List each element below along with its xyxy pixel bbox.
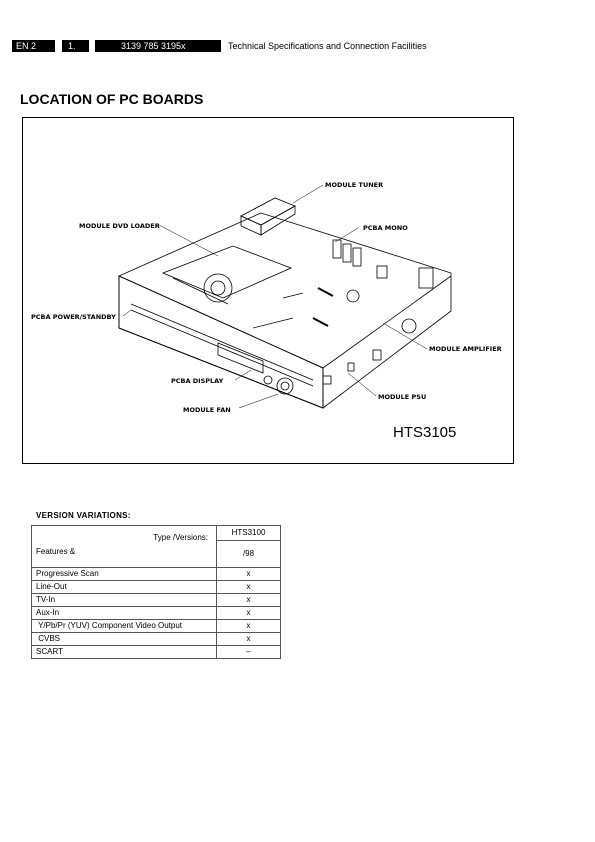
label-module-psu: MODULE PSU	[378, 393, 427, 401]
feature-cell: SCART	[32, 646, 217, 659]
section-title: LOCATION OF PC BOARDS	[20, 91, 204, 107]
label-module-fan: MODULE FAN	[183, 406, 231, 414]
feature-cell: Progressive Scan	[32, 568, 217, 581]
table-row	[32, 607, 281, 620]
value-cell: –	[217, 646, 281, 659]
header-lang-code: EN 2	[12, 40, 55, 52]
table-row	[32, 594, 281, 607]
feature-cell: Y/Pb/Pr (YUV) Component Video Output	[32, 620, 217, 633]
region-header: /98	[217, 541, 281, 568]
value-cell: x	[217, 568, 281, 581]
feature-cell: Aux-In	[32, 607, 217, 620]
table-row	[32, 620, 281, 633]
table-row	[32, 568, 281, 581]
label-pcba-mono: PCBA MONO	[363, 224, 408, 232]
label-pcba-display: PCBA DISPLAY	[171, 377, 224, 385]
table-row	[32, 581, 281, 594]
feature-cell: TV-In	[32, 594, 217, 607]
device-drawing	[23, 118, 515, 465]
features-label: Features &	[36, 547, 76, 556]
header-doc-number: 3139 785 3195x	[95, 40, 221, 52]
header-title: Technical Specifications and Connection Facilities	[228, 41, 427, 51]
model-header: HTS3100	[217, 526, 281, 541]
version-variations-table	[31, 525, 281, 659]
table-row	[32, 646, 281, 659]
value-cell: x	[217, 633, 281, 646]
value-cell: x	[217, 607, 281, 620]
model-label: HTS3105	[393, 424, 457, 441]
label-module-tuner: MODULE TUNER	[325, 181, 384, 189]
table-row	[32, 633, 281, 646]
value-cell: x	[217, 581, 281, 594]
pcb-location-diagram	[22, 117, 514, 464]
version-variations-title: VERSION VARIATIONS:	[36, 511, 131, 520]
header-chapter: 1.	[62, 40, 89, 52]
header-cell-features	[32, 526, 217, 568]
label-pcba-power-standby: PCBA POWER/STANDBY	[31, 313, 116, 321]
feature-cell: CVBS	[32, 633, 217, 646]
value-cell: x	[217, 620, 281, 633]
label-module-dvd-loader: MODULE DVD LOADER	[79, 222, 160, 230]
value-cell: x	[217, 594, 281, 607]
label-module-amplifier: MODULE AMPLIFIER	[429, 345, 502, 353]
feature-cell: Line-Out	[32, 581, 217, 594]
type-versions-label: Type /Versions:	[153, 533, 208, 542]
